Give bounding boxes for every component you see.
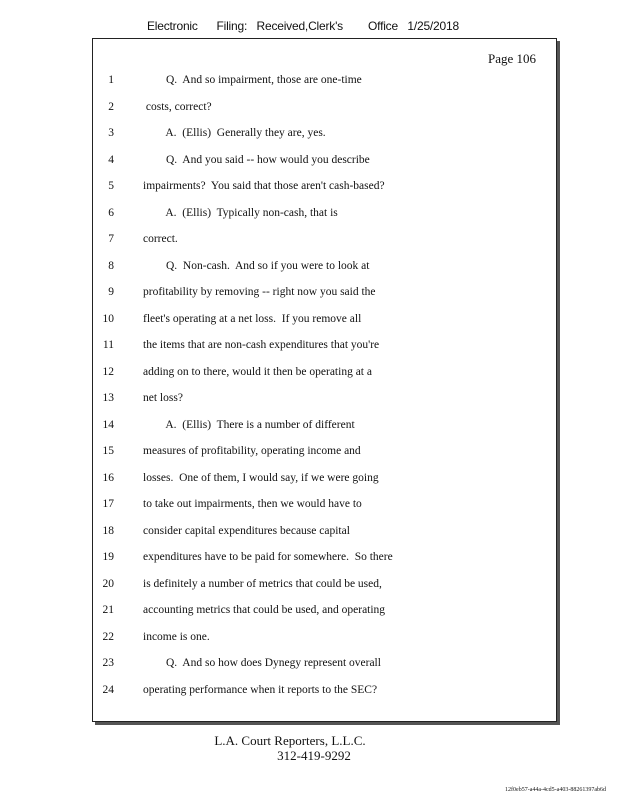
line-number: 17 [102,498,114,510]
line-text: measures of profitability, operating income and [143,445,361,457]
transcript-line [93,525,556,541]
line-text: Q. And you said -- how would you describe [143,153,370,166]
line-text: A. (Ellis) There is a number of different [143,418,355,431]
transcript-line [93,101,556,117]
line-number: 8 [108,259,114,272]
transcript-line [93,472,556,488]
line-text: to take out impairments, then we would have to [143,498,362,510]
line-text: impairments? You said that those aren't cash-based? [143,180,385,192]
transcript-line [93,154,556,170]
line-number: 5 [108,180,114,192]
line-number: 9 [108,286,114,298]
line-number: 23 [102,657,114,669]
transcript-line [93,207,556,223]
line-number: 24 [102,683,114,696]
line-text: correct. [143,233,178,245]
line-number: 18 [102,524,114,537]
line-text: profitability by removing -- right now you said the [143,286,376,298]
transcript-line [93,657,556,673]
transcript-line [93,498,556,514]
transcript-line [93,260,556,276]
line-number: 12 [102,365,114,378]
line-number: 2 [108,100,114,113]
transcript-line [93,445,556,461]
transcript-line [93,604,556,620]
line-text: Q. Non-cash. And so if you were to look at [143,259,370,272]
line-text: Q. And so how does Dynegy represent overall [143,657,381,669]
line-number: 21 [102,604,114,616]
line-number: 11 [102,339,114,351]
filing-stamp: Electronic Filing: Received,Clerk's Office 1/25/2018 [147,19,459,33]
line-number: 19 [102,551,114,563]
transcript-page [92,38,557,722]
line-number: 7 [108,233,114,245]
line-text: income is one. [143,630,210,643]
transcript-line [93,180,556,196]
transcript-line [93,392,556,408]
line-number: 4 [108,153,114,166]
transcript-line [93,313,556,329]
line-text: A. (Ellis) Generally they are, yes. [143,127,326,139]
line-number: 22 [102,630,114,643]
transcript-line [93,286,556,302]
transcript-line [93,366,556,382]
court-reporter-phone: 312-419-9292 [277,748,351,763]
page-number: Page 106 [487,51,536,66]
line-number: 10 [102,312,114,325]
transcript-line [93,551,556,567]
line-number: 13 [102,392,114,404]
transcript-line [93,578,556,594]
line-text: is definitely a number of metrics that could be used, [143,577,382,590]
transcript-line [93,631,556,647]
line-text: net loss? [143,392,183,404]
line-text: consider capital expenditures because capital [143,524,350,537]
transcript-line [93,233,556,249]
line-text: A. (Ellis) Typically non-cash, that is [143,206,338,219]
line-number: 3 [108,127,114,139]
line-text: fleet's operating at a net loss. If you remove all [143,312,362,325]
line-text: operating performance when it reports to the SEC? [143,683,378,696]
document-hash: 12f0eb57-a44a-4cd5-a403-88261397ab6d [505,787,606,793]
line-text: Q. And so impairment, those are one-time [143,74,362,86]
line-number: 16 [102,471,114,484]
line-number: 1 [108,74,114,86]
transcript-line [93,127,556,143]
line-number: 14 [102,418,114,431]
transcript-line [93,339,556,355]
line-text: expenditures have to be paid for somewhere. So there [143,551,393,563]
line-text: accounting metrics that could be used, and operating [143,604,386,616]
line-number: 6 [108,206,114,219]
transcript-line [93,74,556,90]
line-text: the items that are non-cash expenditures that you're [143,339,380,351]
line-text: adding on to there, would it then be operating at a [143,365,372,378]
line-text: costs, correct? [143,100,212,113]
transcript-line [93,684,556,700]
transcript-line [93,419,556,435]
court-reporter-name: L.A. Court Reporters, L.L.C. [214,733,366,748]
line-number: 20 [102,577,114,590]
line-number: 15 [102,445,114,457]
line-text: losses. One of them, I would say, if we were going [143,471,379,484]
